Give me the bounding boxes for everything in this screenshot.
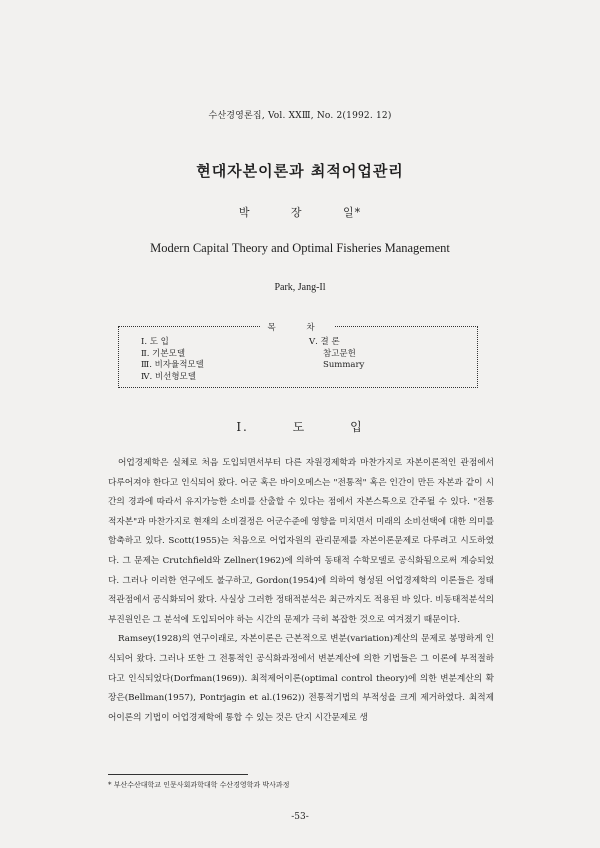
paragraph: Ramsey(1928)의 연구이래로, 자본이론은 근본적으로 변분(variation)계산의 문제로 봉명하게 인식되어 왔다. 그러나 또한 그 전통적인 공식화과정에서 변분계산에 의한 기법들은 그 이론에 부적절하다고 인식되었다(Dorfman(1969)). 최적제어이론(optimal control theory)에 의한 변분계산의 확장은(Bellman(1957), Pontrjagin et al.(1962)) 전통적기법의 부적성을 크게 제거하였다. 최적제어이론의 기법이 어업경제학에 통합 수 있는 것은 단지 시간문제로 생: [108, 634, 494, 723]
author-korean: 박 장 일*: [238, 206, 362, 219]
toc-item: 참고문헌: [323, 348, 356, 359]
toc-heading-wrapper: [119, 321, 477, 333]
journal-header: 수산경영론집, Vol. XXⅢ, No. 2(1992. 12): [208, 111, 392, 121]
page-number: -53-: [291, 812, 309, 822]
toc-left-column: [141, 337, 204, 383]
toc-item: Summary: [323, 360, 365, 370]
section-heading: Ⅰ. 도 입: [236, 420, 364, 434]
toc-item: Ⅴ. 결 론: [309, 337, 340, 347]
footnote: * 부산수산대학교 인문사회과학대학 수산경영학과 박사과정: [108, 781, 290, 789]
toc-right-column: [309, 337, 364, 372]
paragraph: 어업경제학은 실체로 처음 도입되면서부터 다른 자원경제학과 마찬가지로 자본이론적인 관점에서 다루어져야 한다고 인식되어 왔다. 어군 혹은 바이오메스는 "전통적" 혹은 인간이 만든 자본과 같이 시간의 경과에 따라서 유지가능한 소비를 산출할 수 있다는 점에서 자본스톡으로 간주될 수 있다. "전통적자본"과 마찬가지로 현재의 소비결정은 어군수준에 영향을 미치면서 미래의 소비선택에 대한 의미를 함축하고 있다. Scott(1955)는 처음으로 어업자원의 관리문제를 자본이론문제로 다루려고 시도하였다. 그 문제는 Crutchfield와 Zellner(1962)에 의하여 동태적 수학모델로 공식화됨으로써 계승되었다. 그러나 이러한 연구에도 불구하고, Gordon(1954)에 의하여 형성된 어업경제학의 이론들은 정태적관점에서 공식화되어 왔다. 사실상 그러한 정태적분석은 최근까지도 적용된 바 있다. 비동태적분석의 부진원인은 그 분석에 도입되어야 하는 시간의 문제가 극히 복잡한 것으로 여겨졌기 때문이다.: [108, 458, 494, 625]
toc-item: Ⅰ. 도 입: [141, 337, 169, 347]
table-of-contents: [118, 323, 478, 388]
toc-item: Ⅳ. 비선형모델: [141, 371, 196, 382]
toc-item: Ⅲ. 비자율적모델: [141, 360, 204, 370]
footnote-divider: [108, 774, 248, 775]
toc-item: Ⅱ. 기본모델: [141, 348, 186, 359]
author-english: Park, Jang-Il: [274, 282, 326, 293]
toc-heading: 목 차: [261, 323, 334, 333]
paper-title-korean: 현대자본이론과 최적어업관리: [196, 162, 404, 180]
paper-title-english: Modern Capital Theory and Optimal Fisheries Management: [150, 241, 450, 255]
body-text: [108, 454, 494, 728]
